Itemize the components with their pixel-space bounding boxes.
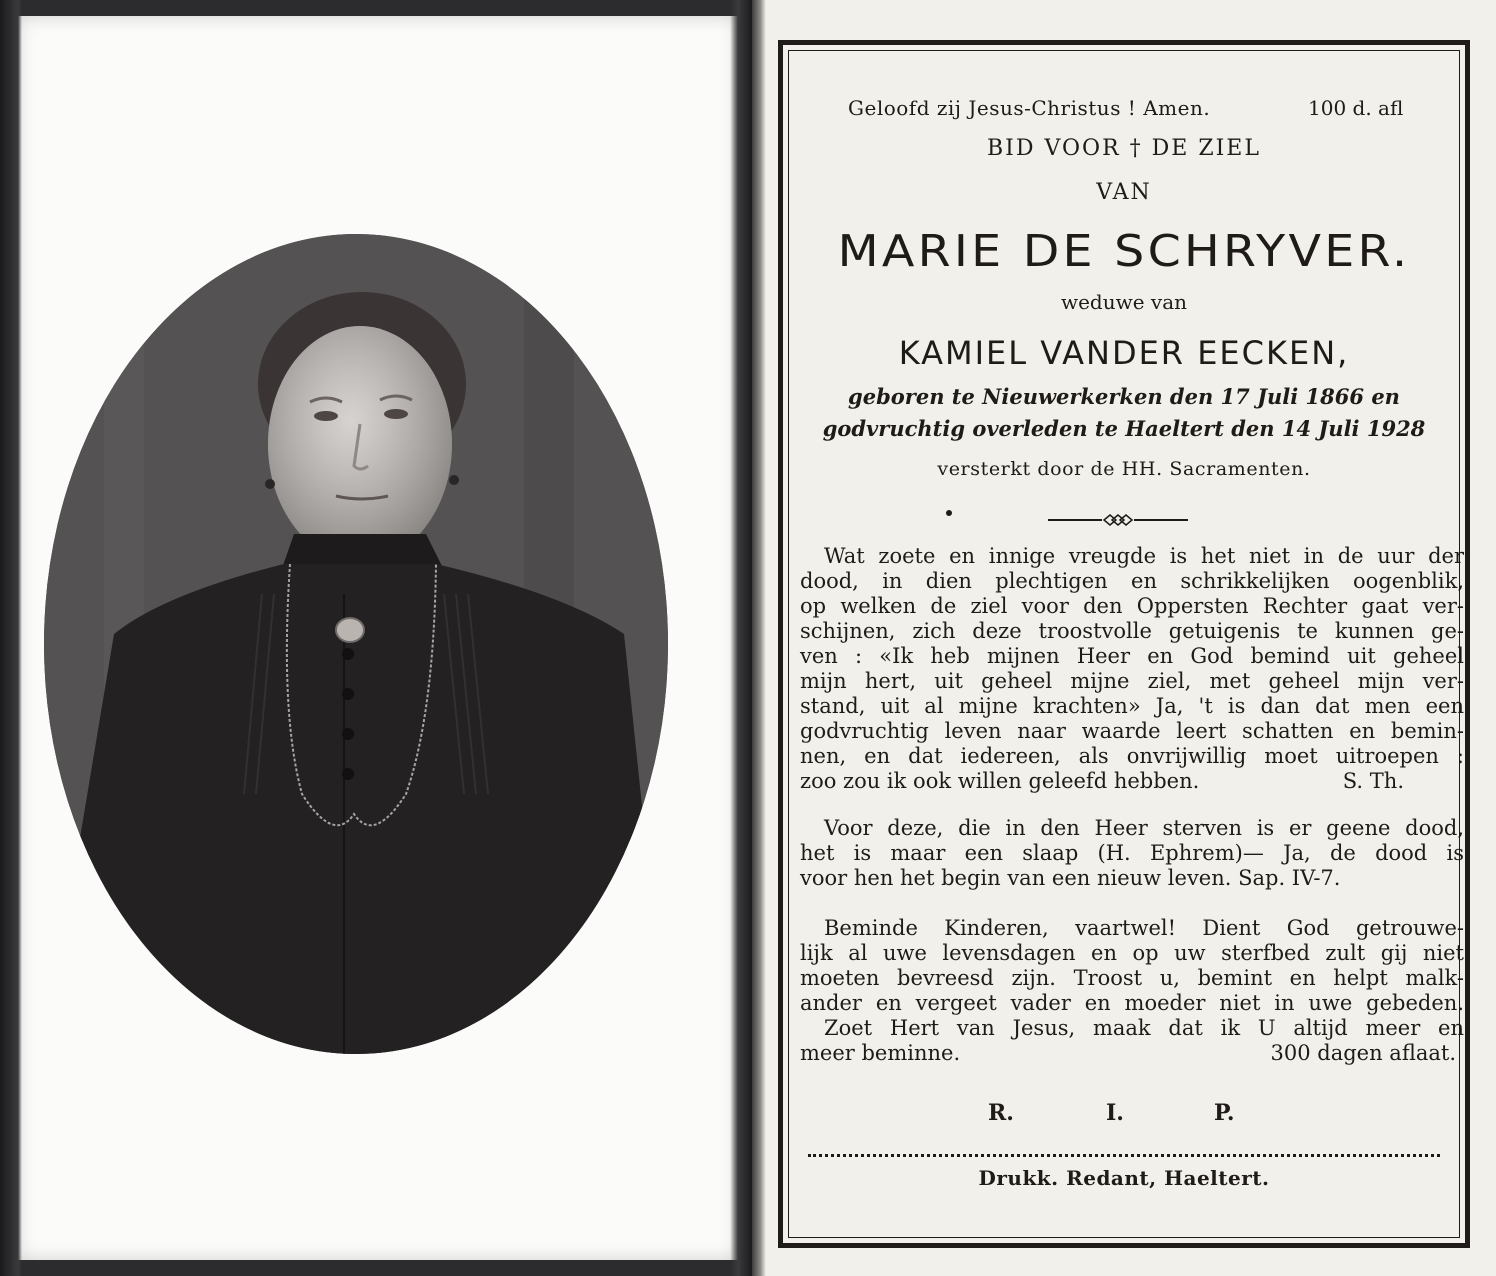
divider-ornament-icon [1048, 512, 1188, 528]
paragraph-line: Voor deze, die in den Heer sterven is er geene dood, [824, 816, 1464, 840]
paragraph-line: ander en vergeet vader en moeder niet in uwe gebeden. [800, 991, 1464, 1015]
paragraph-line: stand, uit al mijne krachten» Ja, 't is dan dat men een [800, 694, 1464, 718]
birth-line: geboren te Nieuwerkerken den 17 Juli 1866 en [848, 384, 1400, 409]
paragraph-line: schijnen, zich deze troostvolle getuigenis te kunnen ge- [800, 619, 1464, 643]
deceased-name: MARIE DE SCHRYVER. [837, 226, 1411, 277]
pray-for-soul-heading: BID VOOR † DE ZIEL [987, 136, 1261, 161]
paragraph-line: voor hen het begin van een nieuw leven. Sap. IV-7. [800, 866, 1341, 890]
paragraph-line: mijn hert, uit geheel mijne ziel, met geheel mijn ver- [800, 669, 1464, 693]
paragraph-last-line [800, 769, 1464, 794]
paragraph-line: nen, en dat iedereen, als onvrijwillig moet uitroepen : [800, 744, 1464, 768]
farewell-paragraph [800, 916, 1464, 1066]
print-dot [946, 510, 952, 516]
spouse-name: KAMIEL VANDER EECKEN, [898, 334, 1350, 372]
paragraph-line: zoo zou ik ook willen geleefd hebben. [800, 769, 1200, 793]
scripture-paragraph [800, 816, 1464, 891]
meditation-paragraph [800, 544, 1464, 794]
paragraph-line: moeten bevreesd zijn. Troost u, bemint en helpt malk- [800, 966, 1464, 990]
dotted-rule [808, 1154, 1440, 1157]
of-heading: VAN [1096, 180, 1152, 205]
oval-portrait-photo [44, 234, 668, 1054]
paragraph-line: Beminde Kinderen, vaartwel! Dient God getrouwe- [824, 916, 1464, 940]
paragraph-line: lijk al uwe levensdagen en op uw sterfbed zult gij niet [800, 941, 1464, 965]
paragraph-line: ven : «Ik heb mijnen Heer en God bemind uit geheel [800, 644, 1464, 668]
text-card [752, 0, 1496, 1276]
paragraph-line: meer beminne. [800, 1041, 961, 1065]
paragraph-last-line [800, 1041, 1464, 1066]
indulgence-note: 300 dagen aflaat. [1270, 1041, 1456, 1065]
rip-letter: R. [988, 1100, 1014, 1126]
header-invocation: Geloofd zij Jesus-Christus ! Amen. [848, 96, 1211, 120]
widow-of-label: weduwe van [1060, 290, 1188, 314]
death-line: godvruchtig overleden te Haeltert den 14 Juli 1928 [822, 416, 1426, 441]
paragraph-line: Zoet Hert van Jesus, maak dat ik U altijd meer en [824, 1016, 1464, 1040]
paragraph-line: het is maar een slaap (H. Ephrem)— Ja, de dood is [800, 841, 1464, 865]
sacraments-line: versterkt door de HH. Sacramenten. [937, 458, 1311, 480]
rip-letter: P. [1214, 1100, 1235, 1126]
printer-credit: Drukk. Redant, Haeltert. [978, 1166, 1270, 1190]
portrait-illustration [44, 234, 668, 1054]
header-indulgence: 100 d. afl [1308, 96, 1404, 120]
rip-letter: I. [1106, 1100, 1124, 1126]
quote-attribution: S. Th. [1342, 769, 1404, 793]
paragraph-line: dood, in dien plechtigen en schrikkelijken oogenblik, [800, 569, 1464, 593]
paragraph-line: Wat zoete en innige vreugde is het niet in de uur der [824, 544, 1464, 568]
paragraph-line: op welken de ziel voor den Oppersten Rechter gaat ver- [800, 594, 1464, 618]
paragraph-line: godvruchtig leven naar waarde leert schatten en bemin- [800, 719, 1464, 743]
